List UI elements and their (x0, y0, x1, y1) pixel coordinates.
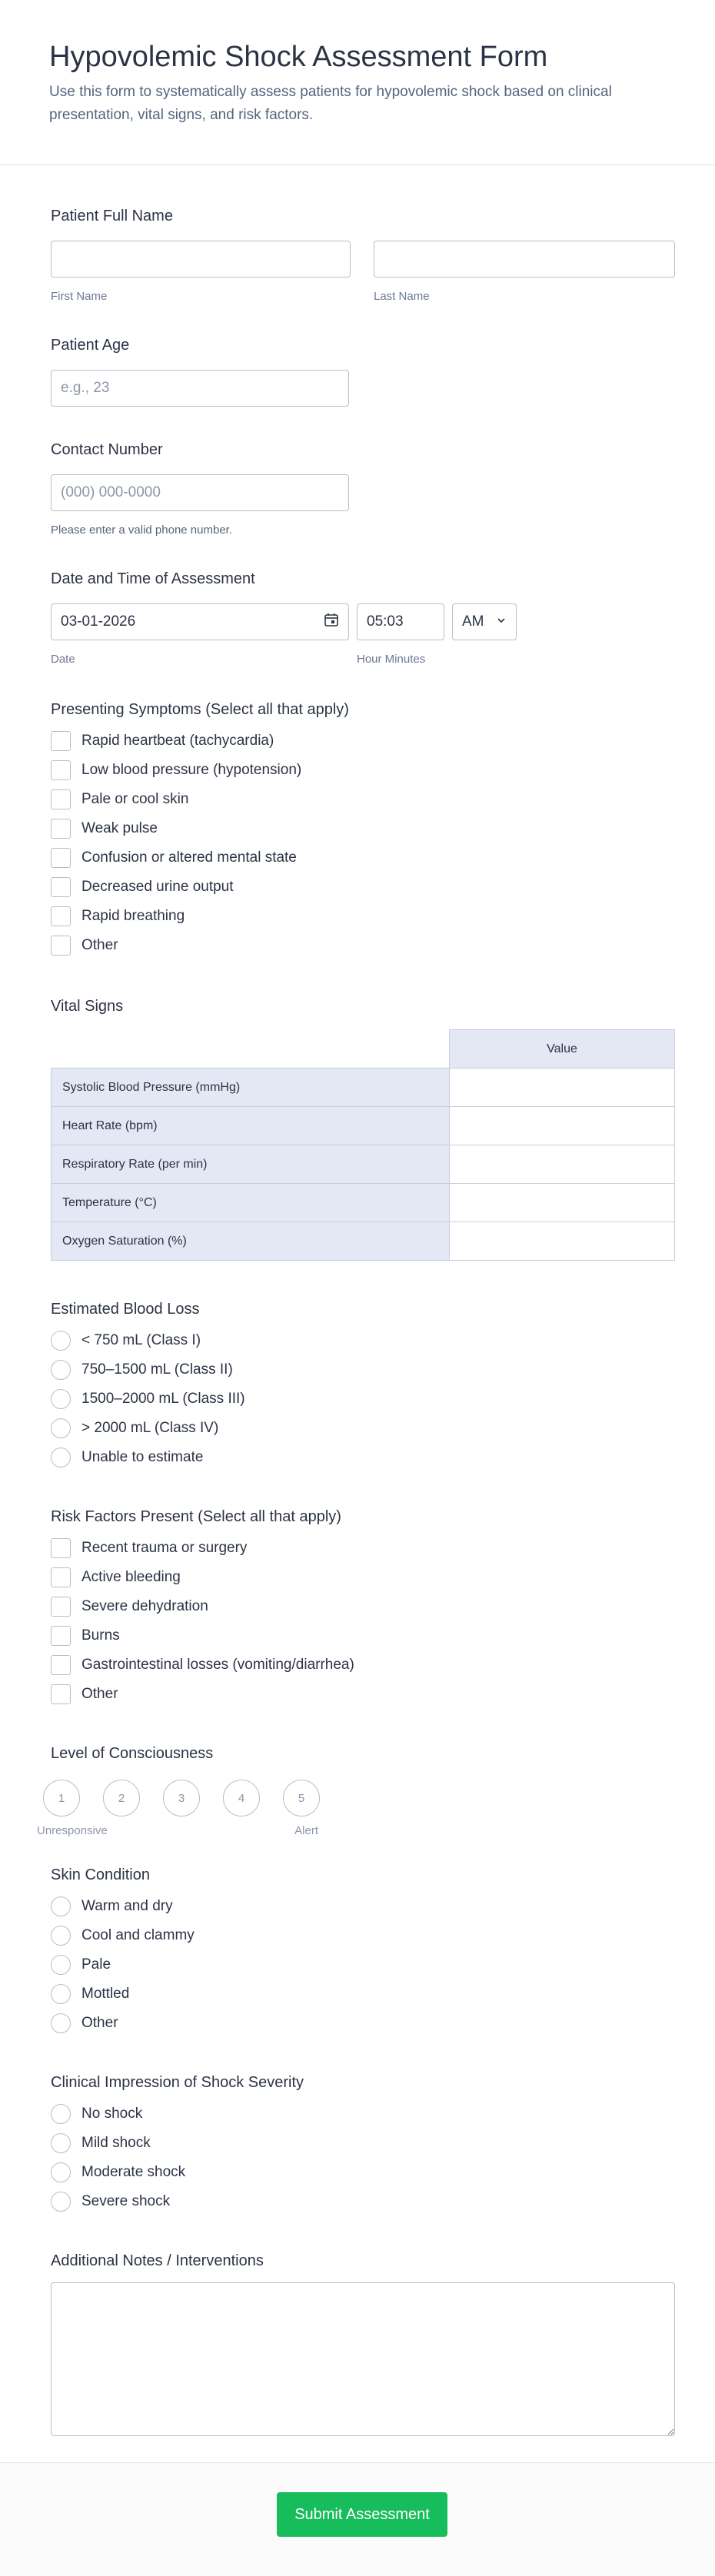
symptom-checkbox[interactable] (51, 819, 71, 839)
risk-factor-checkbox[interactable] (51, 1626, 71, 1646)
risk-factor-option-label: Gastrointestinal losses (vomiting/diarrhea) (81, 1657, 354, 1673)
form-title: Hypovolemic Shock Assessment Form (49, 41, 548, 73)
form-description: Use this form to systematically assess patients for hypovolemic shock based on clinical presentation, vital signs, and risk factors. (49, 84, 612, 123)
risk-factor-option[interactable] (51, 1592, 354, 1621)
blood-loss-option-label: 750–1500 mL (Class II) (81, 1361, 233, 1378)
vital-row-label: Heart Rate (bpm) (52, 1107, 450, 1145)
symptom-option[interactable] (51, 902, 349, 931)
symptom-checkbox[interactable] (51, 906, 71, 926)
skin-section (51, 1866, 195, 2038)
symptoms-options (51, 726, 349, 960)
scale-low-label: Unresponsive (37, 1824, 108, 1837)
risk-factor-option[interactable] (51, 1650, 354, 1680)
risk-factor-checkbox[interactable] (51, 1538, 71, 1558)
symptom-option[interactable] (51, 726, 349, 756)
skin-option[interactable] (51, 1979, 195, 2009)
blood-loss-option[interactable] (51, 1384, 245, 1414)
skin-option[interactable] (51, 1950, 195, 1979)
vital-row-label: Respiratory Rate (per min) (52, 1145, 450, 1184)
scale-option[interactable]: 2 (103, 1780, 140, 1816)
skin-option[interactable] (51, 1892, 195, 1921)
risk-factor-option-label: Recent trauma or surgery (81, 1540, 248, 1556)
submit-button[interactable]: Submit Assessment (277, 2492, 447, 2537)
blood-loss-option[interactable] (51, 1414, 245, 1443)
vital-value-input[interactable] (450, 1145, 675, 1184)
vital-value-input[interactable] (450, 1107, 675, 1145)
contact-number-input[interactable]: (000) 000-0000 (51, 474, 349, 511)
severity-option[interactable] (51, 2129, 304, 2158)
blood-loss-options (51, 1326, 245, 1472)
skin-option-label: Cool and clammy (81, 1927, 195, 1943)
vitals-column-header: Value (450, 1030, 675, 1069)
skin-option-label: Mottled (81, 1986, 130, 2002)
last-name-input[interactable] (374, 241, 675, 278)
datetime-label: Date and Time of Assessment (51, 570, 255, 587)
table-row (52, 1184, 675, 1222)
severity-option-label: No shock (81, 2106, 143, 2122)
consciousness-scale (43, 1780, 343, 1816)
risk-factors-label: Risk Factors Present (Select all that apply) (51, 1508, 341, 1525)
form-footer (0, 2462, 715, 2576)
patient-age-input[interactable]: e.g., 23 (51, 370, 349, 407)
table-row (52, 1222, 675, 1261)
risk-factor-option-label: Burns (81, 1627, 120, 1644)
date-input[interactable] (51, 603, 349, 640)
vital-row-label: Oxygen Saturation (%) (52, 1222, 450, 1261)
contact-help-text: Please enter a valid phone number. (51, 524, 232, 537)
skin-option[interactable] (51, 2009, 195, 2038)
severity-option-label: Mild shock (81, 2135, 151, 2151)
blood-loss-label: Estimated Blood Loss (51, 1301, 200, 1318)
vital-row-label: Systolic Blood Pressure (mmHg) (52, 1069, 450, 1107)
vital-row-label: Temperature (°C) (52, 1184, 450, 1222)
ampm-value: AM (462, 613, 484, 630)
consciousness-label: Level of Consciousness (51, 1745, 214, 1762)
consciousness-scale-labels (37, 1824, 318, 1837)
blood-loss-option-label: 1500–2000 mL (Class III) (81, 1391, 245, 1407)
scale-option[interactable]: 3 (163, 1780, 200, 1816)
skin-label: Skin Condition (51, 1866, 150, 1883)
symptom-option-label: Weak pulse (81, 820, 158, 836)
symptom-checkbox[interactable] (51, 760, 71, 780)
blood-loss-radio[interactable] (51, 1360, 71, 1380)
vitals-table (51, 1029, 675, 1261)
risk-factor-option[interactable] (51, 1563, 354, 1592)
scale-option[interactable]: 4 (223, 1780, 260, 1816)
time-sublabel: Hour Minutes (357, 653, 426, 666)
table-row (52, 1069, 675, 1107)
vital-value-input[interactable] (450, 1184, 675, 1222)
skin-radio[interactable] (51, 1984, 71, 2004)
symptoms-section (51, 701, 349, 960)
skin-radio[interactable] (51, 1926, 71, 1946)
notes-label: Additional Notes / Interventions (51, 2252, 264, 2269)
symptom-checkbox[interactable] (51, 877, 71, 897)
risk-factors-section (51, 1508, 354, 1709)
last-name-sublabel: Last Name (374, 290, 430, 303)
severity-option-label: Severe shock (81, 2193, 171, 2209)
symptom-option[interactable] (51, 873, 349, 902)
calendar-icon[interactable] (324, 612, 339, 632)
risk-factor-checkbox[interactable] (51, 1567, 71, 1587)
risk-factor-checkbox[interactable] (51, 1655, 71, 1675)
blood-loss-option[interactable] (51, 1355, 245, 1384)
patient-name-section (51, 208, 675, 303)
symptom-checkbox[interactable] (51, 936, 71, 956)
scale-option[interactable]: 5 (283, 1780, 320, 1816)
risk-factors-options (51, 1534, 354, 1709)
severity-option[interactable] (51, 2099, 304, 2129)
symptom-option-label: Rapid heartbeat (tachycardia) (81, 733, 274, 749)
severity-radio[interactable] (51, 2104, 71, 2124)
risk-factor-option-label: Severe dehydration (81, 1598, 208, 1614)
time-input[interactable]: 05:03 (357, 603, 444, 640)
symptom-option[interactable] (51, 814, 349, 843)
risk-factor-option-label: Other (81, 1686, 118, 1702)
skin-radio[interactable] (51, 1896, 71, 1916)
symptom-option-label: Confusion or altered mental state (81, 849, 297, 866)
notes-textarea[interactable] (51, 2282, 675, 2436)
blood-loss-section (51, 1301, 245, 1472)
symptoms-label: Presenting Symptoms (Select all that apply) (51, 701, 349, 718)
form-header (0, 0, 715, 165)
vitals-corner (52, 1030, 450, 1069)
scale-high-label: Alert (294, 1824, 318, 1837)
blood-loss-radio[interactable] (51, 1389, 71, 1409)
risk-factor-checkbox[interactable] (51, 1684, 71, 1704)
symptom-checkbox[interactable] (51, 789, 71, 809)
scale-option[interactable]: 1 (43, 1780, 80, 1816)
risk-factor-checkbox[interactable] (51, 1597, 71, 1617)
symptom-option-label: Rapid breathing (81, 908, 185, 924)
symptom-option[interactable] (51, 931, 349, 960)
patient-name-label: Patient Full Name (51, 208, 173, 224)
date-sublabel: Date (51, 653, 75, 666)
consciousness-section (37, 1745, 343, 1837)
blood-loss-radio[interactable] (51, 1331, 71, 1351)
skin-radio[interactable] (51, 2013, 71, 2033)
patient-age-label: Patient Age (51, 337, 130, 354)
severity-label: Clinical Impression of Shock Severity (51, 2074, 304, 2091)
skin-option-label: Other (81, 2015, 118, 2031)
blood-loss-option[interactable] (51, 1443, 245, 1472)
blood-loss-radio[interactable] (51, 1418, 71, 1438)
blood-loss-option[interactable] (51, 1326, 245, 1355)
severity-option-label: Moderate shock (81, 2164, 186, 2180)
first-name-input[interactable] (51, 241, 351, 278)
vitals-section (51, 998, 675, 1261)
vital-value-input[interactable] (450, 1069, 675, 1107)
vitals-label: Vital Signs (51, 998, 124, 1015)
datetime-section (51, 570, 517, 666)
ampm-select[interactable] (452, 603, 517, 640)
date-value: 03-01-2026 (61, 613, 136, 630)
symptom-option-label: Other (81, 937, 118, 953)
risk-factor-option[interactable] (51, 1680, 354, 1709)
symptom-option[interactable] (51, 756, 349, 785)
blood-loss-option-label: Unable to estimate (81, 1449, 204, 1465)
risk-factor-option-label: Active bleeding (81, 1569, 181, 1585)
skin-radio[interactable] (51, 1955, 71, 1975)
symptom-checkbox[interactable] (51, 731, 71, 751)
chevron-down-icon (496, 613, 507, 630)
blood-loss-radio[interactable] (51, 1448, 71, 1467)
risk-factor-option[interactable] (51, 1621, 354, 1650)
symptom-option-label: Low blood pressure (hypotension) (81, 762, 302, 778)
risk-factor-option[interactable] (51, 1534, 354, 1563)
severity-options (51, 2099, 304, 2216)
severity-option[interactable] (51, 2187, 304, 2216)
table-row (52, 1107, 675, 1145)
severity-radio[interactable] (51, 2133, 71, 2153)
blood-loss-option-label: > 2000 mL (Class IV) (81, 1420, 219, 1436)
symptom-checkbox[interactable] (51, 848, 71, 868)
severity-radio[interactable] (51, 2162, 71, 2182)
severity-option[interactable] (51, 2158, 304, 2187)
severity-section (51, 2074, 304, 2216)
symptom-option-label: Decreased urine output (81, 879, 234, 895)
symptom-option[interactable] (51, 785, 349, 814)
notes-section (51, 2252, 675, 2440)
skin-options (51, 1892, 195, 2038)
patient-age-section (51, 337, 349, 407)
first-name-sublabel: First Name (51, 290, 108, 303)
symptom-option-label: Pale or cool skin (81, 791, 189, 807)
symptom-option[interactable] (51, 843, 349, 873)
vital-value-input[interactable] (450, 1222, 675, 1261)
skin-option-label: Warm and dry (81, 1898, 173, 1914)
skin-option-label: Pale (81, 1956, 111, 1973)
severity-radio[interactable] (51, 2192, 71, 2212)
contact-section (51, 441, 349, 537)
contact-label: Contact Number (51, 441, 163, 458)
blood-loss-option-label: < 750 mL (Class I) (81, 1332, 201, 1348)
skin-option[interactable] (51, 1921, 195, 1950)
table-row (52, 1145, 675, 1184)
